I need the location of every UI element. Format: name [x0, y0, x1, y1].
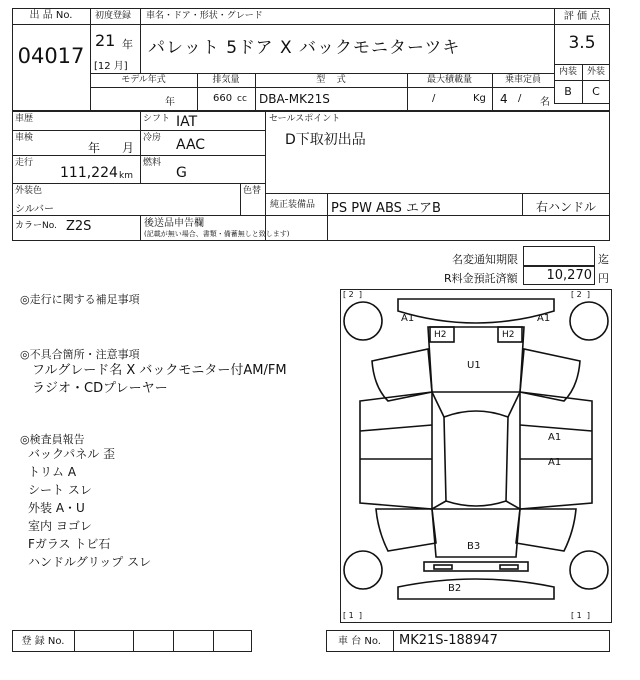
- displacement-label: 排気量: [212, 75, 240, 85]
- mileage-label: 走行: [15, 158, 34, 168]
- ac-value: AAC: [176, 137, 206, 153]
- mark-headlight-right: H2: [502, 330, 515, 340]
- mark-right-front-door: A1: [548, 432, 562, 443]
- recycle-unit: 円: [598, 272, 609, 285]
- mark-front-bumper-left: A1: [401, 313, 415, 324]
- mileage-unit: km: [119, 171, 133, 181]
- exterior-label: 外装: [586, 67, 605, 77]
- type-label: 型 式: [316, 75, 346, 85]
- shift-value: IAT: [176, 114, 198, 130]
- inspection-month-unit: 月: [122, 141, 135, 155]
- load-label: 最大積載量: [426, 75, 472, 85]
- model-year-unit: 年: [165, 97, 175, 108]
- reg-no-label: 登 録 No.: [21, 636, 65, 647]
- car-desc-label: 車名・ドア・形状・グレード: [146, 11, 263, 21]
- inspector-line: バックパネル 歪: [28, 447, 116, 461]
- sales-point-label: セールスポイント: [269, 114, 341, 124]
- capacity-value: 4: [500, 92, 508, 106]
- sales-point-value: D下取初出品: [285, 132, 366, 148]
- first-reg-year: 21: [95, 31, 116, 50]
- mark-front-bumper-right: A1: [537, 313, 551, 324]
- fuel-label: 燃料: [143, 158, 162, 168]
- inspection-label: 車検: [15, 133, 34, 143]
- inspector-line: ハンドルグリップ スレ: [28, 555, 152, 569]
- first-reg-month: [12 月]: [94, 61, 128, 72]
- rear-quarter-left: [376, 509, 436, 551]
- chassis-label: 車 台 No.: [338, 636, 381, 647]
- defects-header: ◎不具合箇所・注意事項: [20, 348, 140, 361]
- first-reg-year-unit: 年: [122, 38, 133, 51]
- inspector-line: シート スレ: [28, 483, 92, 497]
- tire-front-right: [570, 302, 608, 340]
- rear-quarter-right: [516, 509, 576, 551]
- score-label: 評 価 点: [563, 11, 601, 22]
- displacement-unit: cc: [237, 94, 247, 104]
- tire-top-right-label: [ 2 ]: [571, 290, 590, 299]
- equipment-value: PS PW ABS エアB: [331, 201, 441, 216]
- recycle-label: R料金預託済額: [444, 272, 518, 285]
- inspection-year-unit: 年: [88, 141, 101, 155]
- equipment-label: 純正装備品: [270, 200, 316, 210]
- tire-rear-left: [344, 551, 382, 589]
- recycle-value: 10,270: [546, 268, 592, 283]
- exterior-grade: C: [592, 85, 600, 98]
- fuel-value: G: [176, 165, 187, 181]
- color-no-value: Z2S: [66, 219, 92, 234]
- mark-hood: U1: [467, 360, 481, 371]
- driving-notes-header: ◎走行に関する補足事項: [20, 293, 140, 306]
- rear-bumper: [398, 579, 554, 599]
- model-year-label: モデル年式: [121, 75, 166, 85]
- chassis-number: MK21S-188947: [399, 633, 498, 648]
- lot-number: 04017: [17, 44, 85, 68]
- lot-label: 出 品 No.: [29, 10, 73, 21]
- inspector-line: トリム A: [28, 465, 77, 479]
- tire-front-left: [344, 302, 382, 340]
- color-no-label: カラーNo.: [15, 221, 57, 231]
- shift-label: シフト: [143, 114, 171, 124]
- capacity-sep: /: [518, 93, 522, 104]
- mark-right-rear-door: A1: [548, 457, 562, 468]
- inspector-header: ◎検査員報告: [20, 433, 85, 446]
- mileage-value: 111,224: [60, 165, 118, 181]
- capacity-label: 乗車定員: [504, 75, 541, 85]
- load-unit: Kg: [473, 93, 486, 104]
- roof: [444, 411, 508, 506]
- left-body-side: [360, 392, 432, 509]
- handle-value: 右ハンドル: [535, 200, 596, 214]
- capacity-unit: 名: [540, 97, 550, 108]
- ext-color-label: 外装色: [15, 186, 43, 196]
- name-change-unit: 迄: [598, 253, 609, 266]
- car-name: パレット 5ドア X バックモニターツキ: [148, 38, 461, 58]
- mark-rear-bumper: B2: [448, 583, 462, 594]
- interior-grade: B: [564, 85, 572, 98]
- right-body-side: [520, 392, 592, 509]
- color-change-label: 色替: [243, 186, 262, 196]
- tire-bottom-left-label: [ 1 ]: [343, 611, 362, 620]
- inspector-line: 外装 A・U: [28, 501, 85, 515]
- type-value: DBA-MK21S: [259, 92, 330, 106]
- tire-top-left-label: [ 2 ]: [343, 290, 362, 299]
- history-label: 車歴: [15, 114, 34, 124]
- inspector-line: 室内 ヨゴレ: [28, 519, 92, 533]
- name-change-label: 名変通知期限: [452, 253, 518, 266]
- mark-headlight-left: H2: [434, 330, 447, 340]
- first-reg-label: 初度登録: [95, 11, 132, 21]
- interior-label: 内装: [558, 67, 577, 77]
- displacement-value: 660: [213, 93, 233, 104]
- car-outline-diagram: [340, 289, 612, 623]
- name-change-box: [523, 246, 595, 266]
- tire-bottom-right-label: [ 1 ]: [571, 611, 590, 620]
- score-value: 3.5: [568, 33, 596, 53]
- front-bumper: [398, 299, 554, 323]
- aftermarket-note: (記載が無い場合、書類・備蓄無しと致します): [144, 230, 290, 238]
- mark-back-door: B3: [467, 541, 481, 552]
- tire-rear-right: [570, 551, 608, 589]
- ac-label: 冷房: [143, 133, 162, 143]
- aftermarket-label: 後送品申告欄: [144, 218, 204, 229]
- load-sep: /: [432, 93, 436, 104]
- defect-line-2: ラジオ・CDプレーヤー: [32, 381, 168, 396]
- ext-color-value: シルバー: [15, 204, 55, 215]
- defect-line-1: フルグレード名 X バックモニター付AM/FM: [32, 363, 287, 378]
- inspector-line: Fガラス トビ石: [28, 537, 111, 551]
